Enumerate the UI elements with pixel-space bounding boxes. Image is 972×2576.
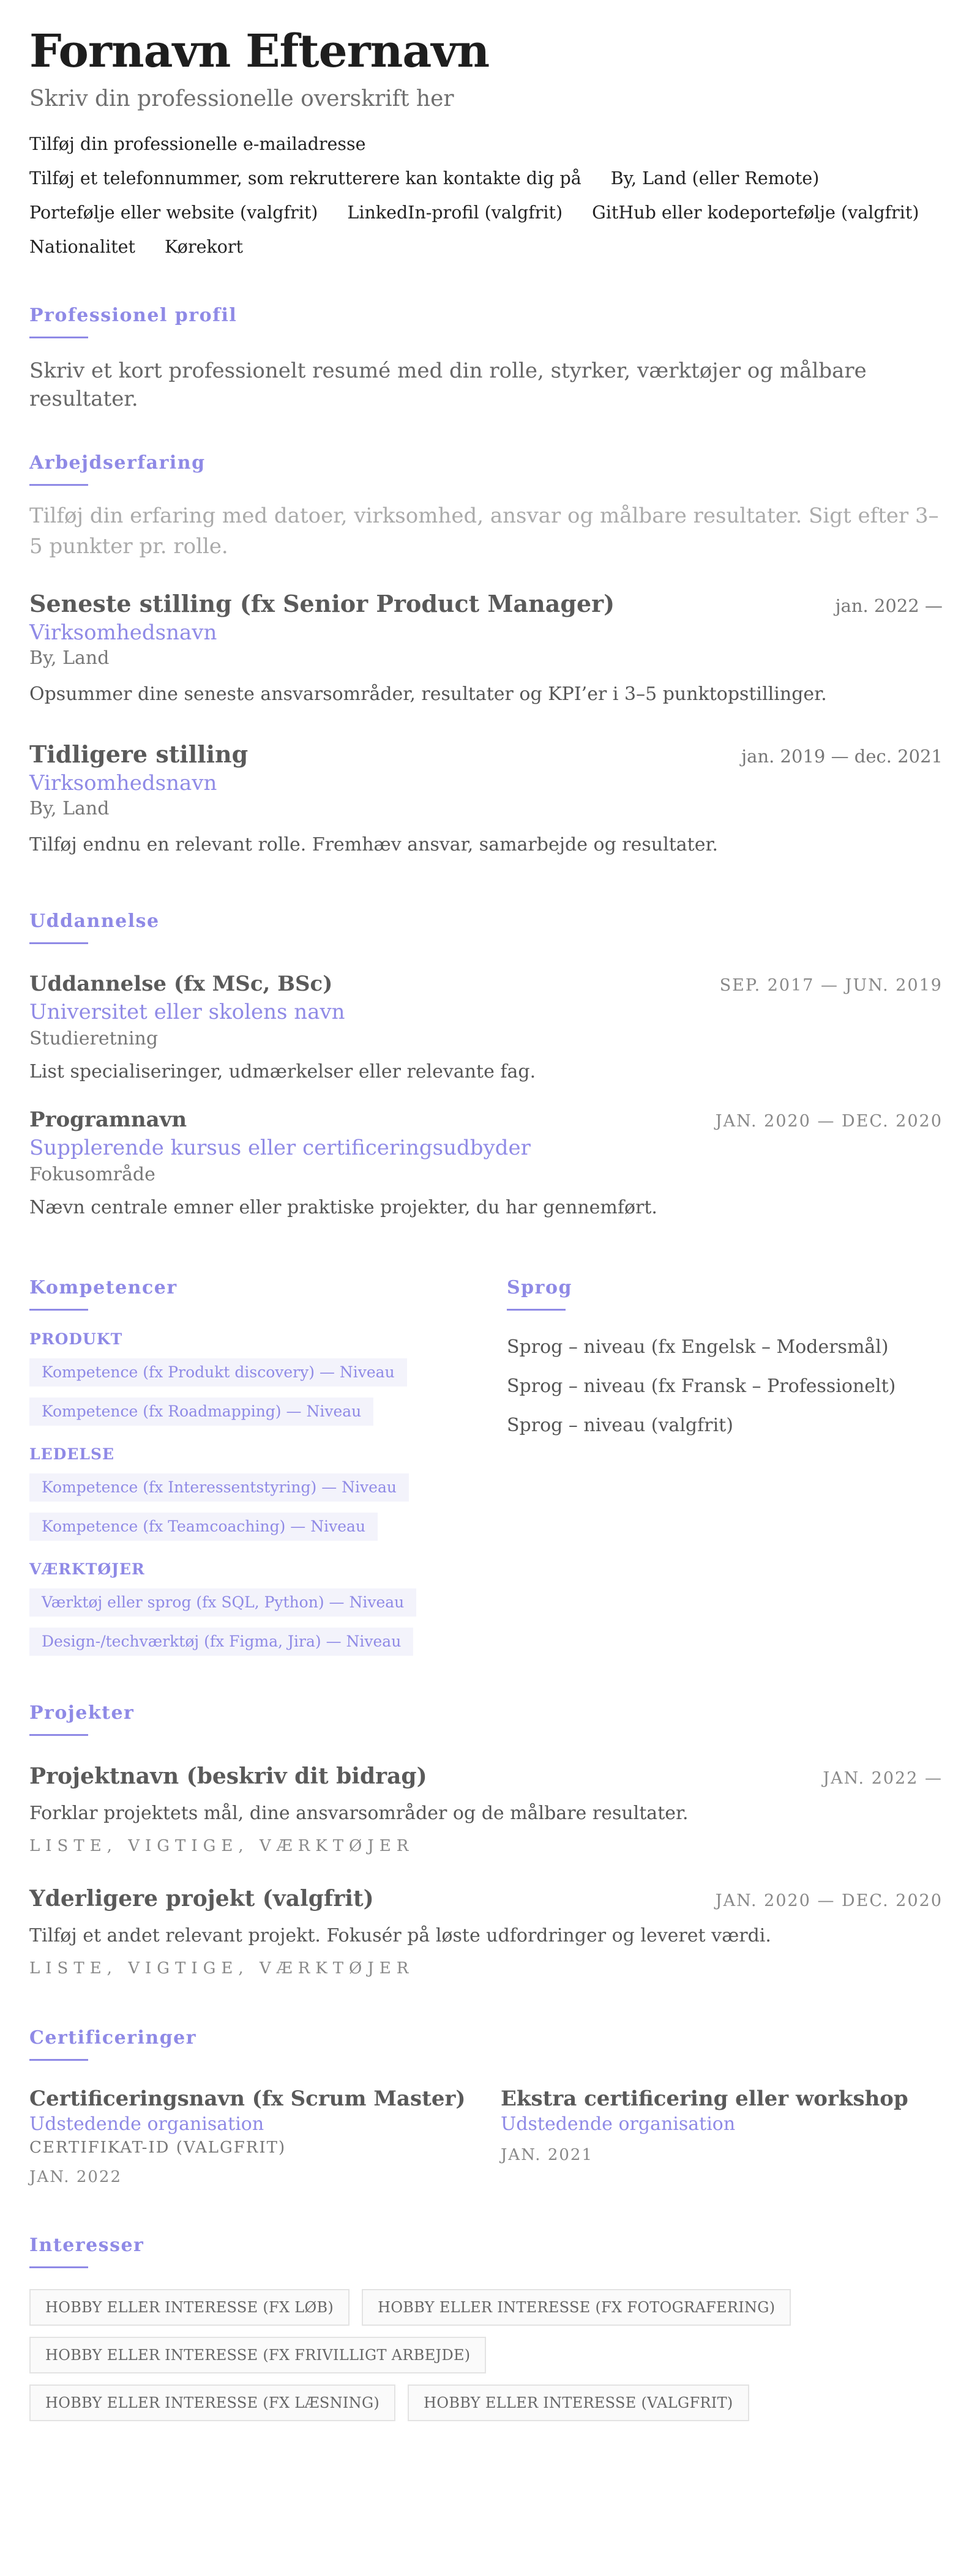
interests-section — [29, 2233, 943, 2421]
education-description: Nævn centrale emner eller praktiske projekter, du har gennemført. — [29, 1197, 657, 1218]
experience-entry — [29, 589, 943, 707]
section-title-certifications: Certificeringer — [29, 2027, 197, 2049]
company-name: Virksomhedsnavn — [29, 620, 217, 645]
section-underline — [29, 942, 88, 944]
certification-entry — [29, 2085, 501, 2188]
interest-tag: HOBBY ELLER INTERESSE (FX FRIVILLIGT ARBEJDE) — [29, 2337, 486, 2373]
experience-section — [29, 451, 943, 858]
job-title: Tidligere stilling — [29, 740, 249, 768]
job-location: By, Land — [29, 647, 110, 669]
company-name: Virksomhedsnavn — [29, 771, 217, 795]
field-of-study: Studieretning — [29, 1028, 159, 1049]
skill-chip: Kompetence (fx Produkt discovery) — Niveau — [29, 1358, 407, 1387]
interest-tag: HOBBY ELLER INTERESSE (VALGFRIT) — [408, 2384, 749, 2421]
contact-nationality: Nationalitet — [29, 237, 136, 257]
certification-issuer: Udstedende organisation — [501, 2113, 736, 2135]
contact-phone: Tilføj et telefonnummer, som rekrutterere kan kontakte dig på — [29, 168, 581, 188]
certification-date: JAN. 2021 — [501, 2146, 593, 2164]
certifications-section — [29, 2026, 943, 2188]
certification-issuer: Udstedende organisation — [29, 2113, 264, 2135]
professional-headline: Skriv din professionelle overskrift her — [29, 86, 454, 111]
certification-list — [29, 2085, 943, 2188]
languages-section — [507, 1276, 943, 1656]
projects-section — [29, 1701, 943, 1979]
skill-group-title: PRODUKT — [29, 1330, 123, 1348]
contact-portfolio: Portefølje eller website (valgfrit) — [29, 203, 318, 223]
section-title-interests: Interesser — [29, 2235, 144, 2256]
education-date: JAN. 2020 — DEC. 2020 — [715, 1112, 943, 1131]
education-description: List specialiseringer, udmærkelser eller relevante fag. — [29, 1061, 536, 1082]
experience-entry — [29, 739, 943, 858]
section-underline — [29, 337, 88, 338]
interest-list — [29, 2289, 856, 2421]
job-date: jan. 2019 — dec. 2021 — [741, 746, 943, 767]
interest-tag: HOBBY ELLER INTERESSE (FX LÆSNING) — [29, 2384, 395, 2421]
profile-summary: Skriv et kort professionelt resumé med din rolle, styrker, værktøjer og målbare resultater. — [29, 359, 867, 411]
certification-entry — [501, 2085, 943, 2188]
certification-id: CERTIFIKAT-ID (VALGFRIT) — [29, 2139, 286, 2157]
job-date: jan. 2022 — — [835, 595, 943, 616]
project-description: Forklar projektets mål, dine ansvarsområder og de målbare resultater. — [29, 1803, 689, 1824]
education-date: SEP. 2017 — JUN. 2019 — [719, 976, 943, 995]
project-entry — [29, 1884, 943, 1979]
section-underline — [29, 2059, 88, 2061]
degree-title: Programnavn — [29, 1107, 187, 1132]
project-date: JAN. 2022 — — [823, 1769, 943, 1788]
section-title-experience: Arbejdserfaring — [29, 452, 206, 474]
certification-name: Certificeringsnavn (fx Scrum Master) — [29, 2086, 466, 2111]
project-tags: LISTE, VIGTIGE, VÆRKTØJER — [29, 1837, 414, 1855]
language-item: Sprog – niveau (fx Fransk – Professionelt) — [507, 1375, 896, 1397]
job-description: Tilføj endnu en relevant rolle. Fremhæv ansvar, samarbejde og resultater. — [29, 834, 719, 855]
contact-list — [29, 127, 943, 264]
skill-chip: Kompetence (fx Interessentstyring) — Niveau — [29, 1473, 409, 1502]
project-date: JAN. 2020 — DEC. 2020 — [715, 1891, 943, 1910]
contact-linkedin: LinkedIn-profil (valgfrit) — [347, 203, 563, 223]
education-entry — [29, 1106, 943, 1221]
section-underline — [29, 484, 88, 486]
section-title-education: Uddannelse — [29, 910, 160, 932]
section-underline — [29, 2266, 88, 2268]
skill-chip: Værktøj eller sprog (fx SQL, Python) — Niveau — [29, 1588, 416, 1617]
section-title-profile: Professionel profil — [29, 305, 237, 326]
contact-github: GitHub eller kodeportefølje (valgfrit) — [592, 203, 919, 223]
section-underline — [29, 1309, 88, 1311]
skill-chip: Kompetence (fx Teamcoaching) — Niveau — [29, 1513, 378, 1541]
job-title: Seneste stilling (fx Senior Product Manager) — [29, 590, 615, 617]
job-location: By, Land — [29, 798, 110, 819]
section-underline — [507, 1309, 566, 1311]
project-title: Yderligere projekt (valgfrit) — [29, 1886, 374, 1912]
section-title-skills: Kompetencer — [29, 1277, 178, 1298]
job-description: Opsummer dine seneste ansvarsområder, resultater og KPI’er i 3–5 punktopstillinger. — [29, 683, 827, 705]
contact-email: Tilføj din professionelle e-mailadresse — [29, 134, 366, 154]
skill-chip: Design-/techværktøj (fx Figma, Jira) — Niveau — [29, 1628, 413, 1656]
certification-date: JAN. 2022 — [29, 2168, 122, 2186]
skills-section — [29, 1276, 507, 1656]
project-title: Projektnavn (beskriv dit bidrag) — [29, 1763, 427, 1789]
language-item: Sprog – niveau (valgfrit) — [507, 1415, 733, 1436]
interest-tag: HOBBY ELLER INTERESSE (FX LØB) — [29, 2289, 350, 2326]
skill-group-title: VÆRKTØJER — [29, 1560, 145, 1578]
skills-languages-row — [29, 1276, 943, 1656]
project-tags: LISTE, VIGTIGE, VÆRKTØJER — [29, 1959, 414, 1978]
skill-chip: Kompetence (fx Roadmapping) — Niveau — [29, 1398, 373, 1426]
section-title-projects: Projekter — [29, 1702, 135, 1724]
section-underline — [29, 1734, 88, 1736]
school-name: Universitet eller skolens navn — [29, 1000, 345, 1024]
language-item: Sprog – niveau (fx Engelsk – Modersmål) — [507, 1336, 889, 1358]
profile-section — [29, 303, 943, 413]
experience-intro: Tilføj din erfaring med datoer, virksomhed, ansvar og målbare resultater. Sigt efter 3–5 punkter pr. rolle. — [29, 504, 939, 559]
project-entry — [29, 1762, 943, 1857]
contact-location: By, Land (eller Remote) — [610, 168, 820, 188]
education-section — [29, 909, 943, 1221]
contact-drivers-license: Kørekort — [165, 237, 243, 257]
full-name: Fornavn Efternavn — [29, 25, 490, 78]
field-of-study: Fokusområde — [29, 1164, 155, 1185]
certification-name: Ekstra certificering eller workshop — [501, 2086, 908, 2111]
interest-tag: HOBBY ELLER INTERESSE (FX FOTOGRAFERING) — [362, 2289, 791, 2326]
education-entry — [29, 970, 943, 1085]
degree-title: Uddannelse (fx MSc, BSc) — [29, 972, 333, 996]
skill-group-title: LEDELSE — [29, 1445, 115, 1463]
section-title-languages: Sprog — [507, 1277, 572, 1298]
project-description: Tilføj et andet relevant projekt. Fokusér på løste udfordringer og leveret værdi. — [29, 1925, 771, 1946]
school-name: Supplerende kursus eller certificeringsudbyder — [29, 1136, 531, 1160]
